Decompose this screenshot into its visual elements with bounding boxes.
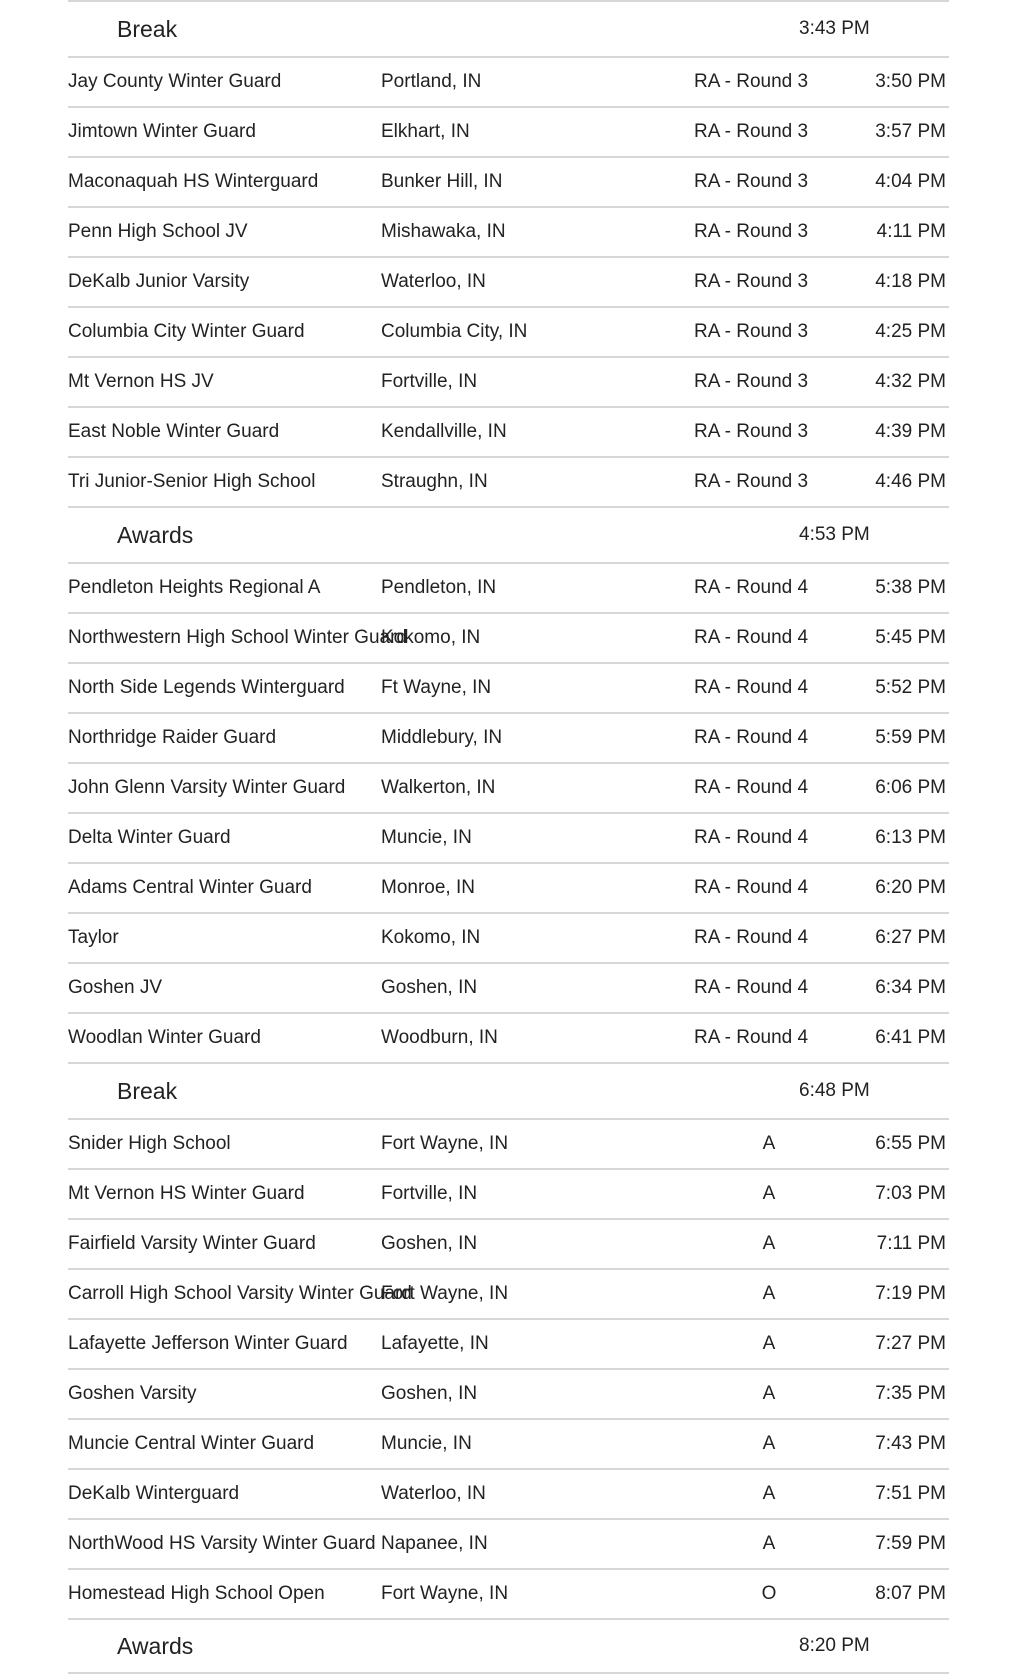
group-division: RA - Round 4 <box>694 927 809 948</box>
group-division: RA - Round 3 <box>694 471 809 492</box>
group-division: A <box>762 1133 776 1154</box>
group-name: Penn High School JV <box>68 221 248 242</box>
performance-time: 7:35 PM <box>875 1383 946 1404</box>
group-location: Bunker Hill, IN <box>381 171 503 192</box>
group-division: RA - Round 3 <box>694 371 809 392</box>
group-location: Mishawaka, IN <box>381 221 506 242</box>
schedule-row[interactable] <box>68 862 949 912</box>
group-location: Pendleton, IN <box>381 577 497 598</box>
group-name: Lafayette Jefferson Winter Guard <box>68 1333 348 1354</box>
performance-time: 4:39 PM <box>875 421 946 442</box>
schedule-row[interactable] <box>68 1168 949 1218</box>
group-name: Delta Winter Guard <box>68 827 231 848</box>
group-name: Goshen JV <box>68 977 162 998</box>
performance-time: 7:27 PM <box>875 1333 946 1354</box>
schedule-row[interactable] <box>68 1468 949 1518</box>
section-label: Break <box>117 15 178 42</box>
schedule-row[interactable] <box>68 562 949 612</box>
group-division: O <box>761 1583 777 1604</box>
group-division: RA - Round 4 <box>694 777 809 798</box>
group-name: Homestead High School Open <box>68 1583 325 1604</box>
group-location: Ft Wayne, IN <box>381 677 492 698</box>
performance-time: 7:03 PM <box>875 1183 946 1204</box>
group-location: Fort Wayne, IN <box>381 1283 509 1304</box>
group-location: Walkerton, IN <box>381 777 496 798</box>
group-division: RA - Round 3 <box>694 171 809 192</box>
performance-time: 8:07 PM <box>875 1583 946 1604</box>
group-name: Mt Vernon HS Winter Guard <box>68 1183 305 1204</box>
group-name: Snider High School <box>68 1133 231 1154</box>
schedule-row[interactable] <box>68 56 949 106</box>
group-name: Taylor <box>68 927 119 948</box>
schedule-row[interactable] <box>68 1012 949 1062</box>
performance-time: 5:59 PM <box>875 727 946 748</box>
group-division: A <box>762 1433 776 1454</box>
group-name: Woodlan Winter Guard <box>68 1027 261 1048</box>
group-location: Portland, IN <box>381 71 482 92</box>
group-name: Fairfield Varsity Winter Guard <box>68 1233 316 1254</box>
group-location: Elkhart, IN <box>381 121 470 142</box>
section-label: Break <box>117 1077 178 1104</box>
group-location: Waterloo, IN <box>381 271 486 292</box>
group-name: Pendleton Heights Regional A <box>68 577 321 598</box>
group-location: Fortville, IN <box>381 1183 478 1204</box>
group-location: Fort Wayne, IN <box>381 1133 509 1154</box>
schedule-row[interactable] <box>68 1118 949 1168</box>
group-division: RA - Round 4 <box>694 677 809 698</box>
schedule-row[interactable] <box>68 1418 949 1468</box>
group-name: Maconaquah HS Winterguard <box>68 171 319 192</box>
performance-time: 4:46 PM <box>875 471 946 492</box>
section-time: 8:20 PM <box>799 1635 870 1656</box>
schedule-row[interactable] <box>68 712 949 762</box>
group-location: Middlebury, IN <box>381 727 503 748</box>
group-name: Northridge Raider Guard <box>68 727 277 748</box>
schedule-list <box>68 0 949 1674</box>
schedule-row[interactable] <box>68 662 949 712</box>
group-division: RA - Round 3 <box>694 221 809 242</box>
group-division: A <box>762 1533 776 1554</box>
schedule-section-header <box>68 0 949 56</box>
group-name: DeKalb Junior Varsity <box>68 271 250 292</box>
performance-time: 3:50 PM <box>875 71 946 92</box>
group-location: Goshen, IN <box>381 1233 478 1254</box>
group-division: RA - Round 4 <box>694 1027 809 1048</box>
group-division: RA - Round 3 <box>694 421 809 442</box>
schedule-row[interactable] <box>68 1268 949 1318</box>
performance-time: 7:19 PM <box>875 1283 946 1304</box>
group-location: Fortville, IN <box>381 371 478 392</box>
group-location: Napanee, IN <box>381 1533 488 1554</box>
schedule-row[interactable] <box>68 256 949 306</box>
schedule-row[interactable] <box>68 762 949 812</box>
group-division: RA - Round 3 <box>694 321 809 342</box>
schedule-row[interactable] <box>68 406 949 456</box>
group-division: A <box>762 1333 776 1354</box>
section-label: Awards <box>117 521 194 548</box>
performance-time: 7:51 PM <box>875 1483 946 1504</box>
group-name: Adams Central Winter Guard <box>68 877 312 898</box>
group-location: Goshen, IN <box>381 977 478 998</box>
performance-time: 6:06 PM <box>875 777 946 798</box>
group-name: Tri Junior-Senior High School <box>68 471 316 492</box>
schedule-row[interactable] <box>68 812 949 862</box>
performance-time: 5:45 PM <box>875 627 946 648</box>
group-location: Muncie, IN <box>381 827 472 848</box>
schedule-row[interactable] <box>68 106 949 156</box>
group-division: RA - Round 4 <box>694 627 809 648</box>
schedule-section-header <box>68 1618 949 1674</box>
group-name: DeKalb Winterguard <box>68 1483 240 1504</box>
schedule-row[interactable] <box>68 912 949 962</box>
section-time: 3:43 PM <box>799 18 870 39</box>
group-location: Woodburn, IN <box>381 1027 498 1048</box>
group-name: Goshen Varsity <box>68 1383 197 1404</box>
group-location: Kokomo, IN <box>381 627 481 648</box>
group-location: Monroe, IN <box>381 877 475 898</box>
group-name: Columbia City Winter Guard <box>68 321 305 342</box>
schedule-row[interactable] <box>68 1318 949 1368</box>
group-name: Muncie Central Winter Guard <box>68 1433 315 1454</box>
performance-time: 6:27 PM <box>875 927 946 948</box>
performance-time: 7:43 PM <box>875 1433 946 1454</box>
schedule-row[interactable] <box>68 1368 949 1418</box>
schedule-row[interactable] <box>68 206 949 256</box>
performance-time: 6:41 PM <box>875 1027 946 1048</box>
group-name: Jimtown Winter Guard <box>68 121 256 142</box>
group-location: Kokomo, IN <box>381 927 481 948</box>
group-name: John Glenn Varsity Winter Guard <box>68 777 346 798</box>
group-division: RA - Round 4 <box>694 727 809 748</box>
group-location: Straughn, IN <box>381 471 488 492</box>
group-name: Carroll High School Varsity Winter Guard <box>68 1283 412 1304</box>
section-time: 6:48 PM <box>799 1080 870 1101</box>
group-name: North Side Legends Winterguard <box>68 677 345 698</box>
group-location: Waterloo, IN <box>381 1483 486 1504</box>
schedule-section-header <box>68 1062 949 1118</box>
schedule-row[interactable] <box>68 356 949 406</box>
group-division: RA - Round 4 <box>694 877 809 898</box>
group-location: Lafayette, IN <box>381 1333 489 1354</box>
section-label: Awards <box>117 1632 194 1659</box>
group-division: A <box>762 1383 776 1404</box>
group-location: Muncie, IN <box>381 1433 472 1454</box>
schedule-row[interactable] <box>68 456 949 506</box>
schedule-row[interactable] <box>68 1568 949 1618</box>
group-division: RA - Round 3 <box>694 71 809 92</box>
performance-time: 4:18 PM <box>875 271 946 292</box>
group-name: Jay County Winter Guard <box>68 71 282 92</box>
performance-time: 3:57 PM <box>875 121 946 142</box>
schedule-section-header <box>68 506 949 562</box>
schedule-row[interactable] <box>68 156 949 206</box>
schedule-row[interactable] <box>68 306 949 356</box>
performance-time: 5:38 PM <box>875 577 946 598</box>
group-name: Mt Vernon HS JV <box>68 371 214 392</box>
schedule-row[interactable] <box>68 1518 949 1568</box>
group-location: Kendallville, IN <box>381 421 507 442</box>
group-division: A <box>762 1183 776 1204</box>
performance-time: 6:55 PM <box>875 1133 946 1154</box>
group-name: Northwestern High School Winter Guard <box>68 627 407 648</box>
performance-time: 6:13 PM <box>875 827 946 848</box>
group-division: A <box>762 1233 776 1254</box>
performance-time: 4:25 PM <box>875 321 946 342</box>
performance-time: 7:11 PM <box>876 1233 946 1254</box>
schedule-row[interactable] <box>68 612 949 662</box>
section-time: 4:53 PM <box>799 524 870 545</box>
performance-time: 7:59 PM <box>875 1533 946 1554</box>
group-division: A <box>762 1283 776 1304</box>
group-division: RA - Round 4 <box>694 977 809 998</box>
performance-time: 4:11 PM <box>876 221 946 242</box>
group-division: RA - Round 4 <box>694 577 809 598</box>
group-division: RA - Round 3 <box>694 121 809 142</box>
group-name: East Noble Winter Guard <box>68 421 280 442</box>
group-division: A <box>762 1483 776 1504</box>
group-location: Columbia City, IN <box>381 321 528 342</box>
group-name: NorthWood HS Varsity Winter Guard <box>68 1533 376 1554</box>
group-division: RA - Round 3 <box>694 271 809 292</box>
schedule-row[interactable] <box>68 962 949 1012</box>
schedule-row[interactable] <box>68 1218 949 1268</box>
performance-time: 5:52 PM <box>875 677 946 698</box>
performance-time: 4:04 PM <box>875 171 946 192</box>
performance-time: 4:32 PM <box>875 371 946 392</box>
group-division: RA - Round 4 <box>694 827 809 848</box>
group-location: Goshen, IN <box>381 1383 478 1404</box>
group-location: Fort Wayne, IN <box>381 1583 509 1604</box>
performance-time: 6:34 PM <box>875 977 946 998</box>
performance-time: 6:20 PM <box>875 877 946 898</box>
